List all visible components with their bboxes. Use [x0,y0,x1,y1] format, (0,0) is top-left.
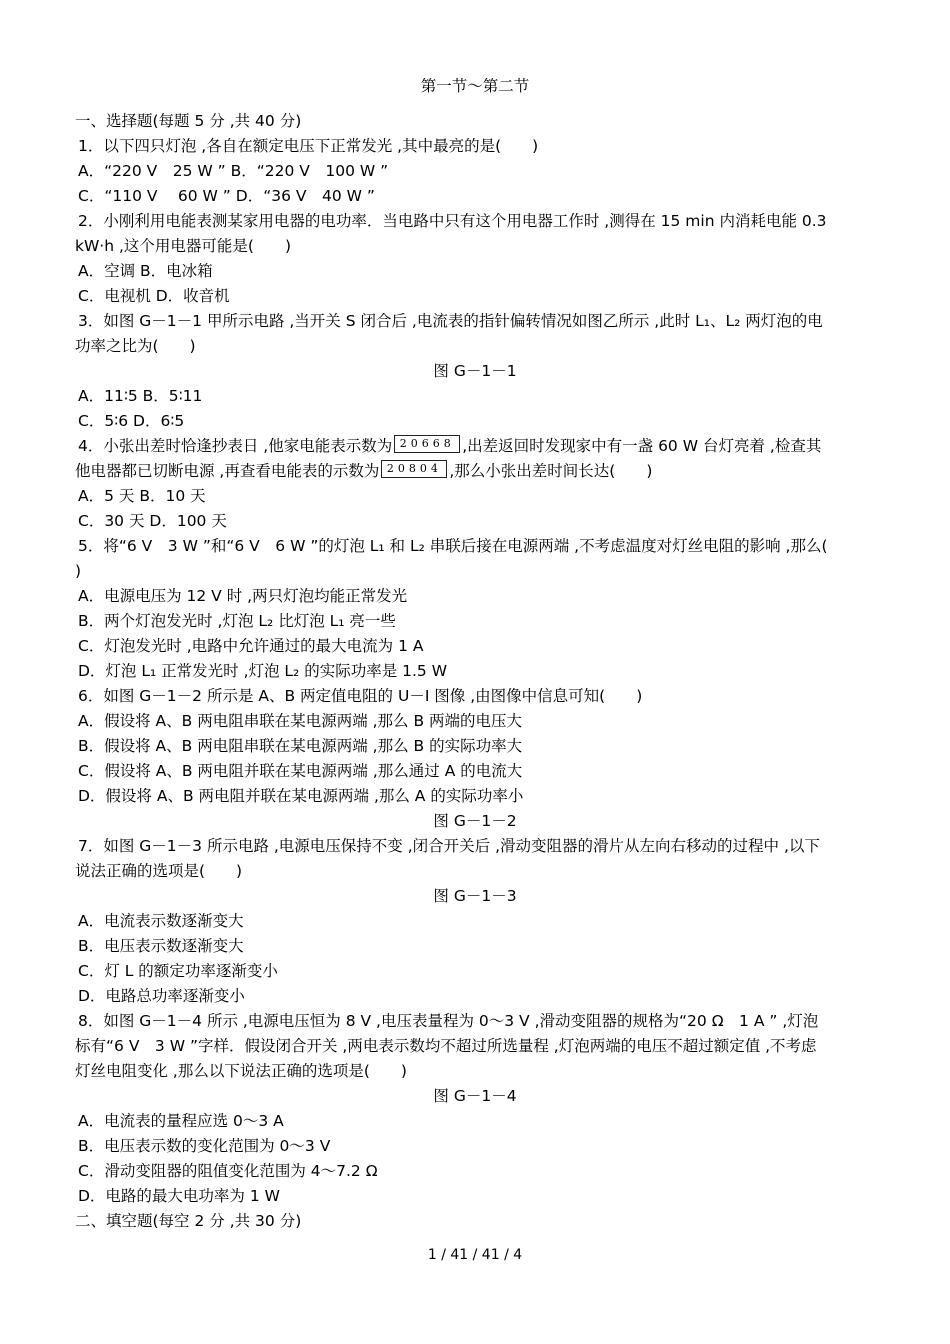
q5-option-b: B．两个灯泡发光时 ,灯泡 L₂ 比灯泡 L₁ 亮一些 [78,612,396,630]
q5-stem-line2: ) [75,562,82,580]
meter-reading-before: 20668 [394,435,460,453]
meter-reading-after: 20804 [381,460,447,478]
q8-stem-line2: 标有“6 V 3 W ”字样．假设闭合开关 ,两电表示数均不超过所选量程 ,灯泡两端的电压不超过额定值 ,不考虑 [75,1037,817,1055]
section-heading-fill: 二、填空题(每空 2 分 ,共 30 分) [75,1212,302,1230]
q6-option-c: C．假设将 A、B 两电阻并联在某电源两端 ,那么通过 A 的电流大 [78,762,523,780]
section-heading-choice: 一、选择题(每题 5 分 ,共 40 分) [75,112,302,130]
q5-option-d: D．灯泡 L₁ 正常发光时 ,灯泡 L₂ 的实际功率是 1.5 W [78,662,448,680]
page-footer: 1 / 41 / 41 / 4 [427,1247,523,1263]
q5-stem-line1: 5．将“6 V 3 W ”和“6 V 6 W ”的灯泡 L₁ 和 L₂ 串联后接在电源两端 ,不考虑温度对灯丝电阻的影响 ,那么( [78,537,828,555]
q3-options-cd: C．5∶6 D．6∶5 [78,412,185,430]
figure-caption-g1-3: 图 G－1－3 [433,887,517,905]
q7-option-b: B．电压表示数逐渐变大 [78,937,244,955]
figure-caption-g1-1: 图 G－1－1 [433,362,517,380]
q4-text-part4: ,那么小张出差时间长达( ) [449,462,653,480]
q4-options-cd: C．30 天 D．100 天 [78,512,227,530]
q7-stem-line2: 说法正确的选项是( ) [75,862,243,880]
q5-option-a: A．电源电压为 12 V 时 ,两只灯泡均能正常发光 [78,587,408,605]
q4-text-part1: 4．小张出差时恰逢抄表日 ,他家电能表示数为 [78,437,393,455]
q2-options-cd: C．电视机 D．收音机 [78,287,230,305]
q5-option-c: C．灯泡发光时 ,电路中允许通过的最大电流为 1 A [78,637,424,655]
q4-stem-line2 [75,459,885,484]
q8-option-a: A．电流表的量程应选 0～3 A [78,1112,284,1130]
q8-option-c: C．滑动变阻器的阻值变化范围为 4～7.2 Ω [78,1162,378,1180]
q7-option-d: D．电路总功率逐渐变小 [78,987,245,1005]
q8-stem-line1: 8．如图 G－1－4 所示 ,电源电压恒为 8 V ,电压表量程为 0～3 V ,滑动变阻器的规格为“20 Ω 1 A ” ,灯泡 [78,1012,819,1030]
q2-stem-line2: kW·h ,这个用电器可能是( ) [75,237,292,255]
q6-option-b: B．假设将 A、B 两电阻串联在某电源两端 ,那么 B 的实际功率大 [78,737,523,755]
q3-stem-line1: 3．如图 G－1－1 甲所示电路 ,当开关 S 闭合后 ,电流表的指针偏转情况如图乙所示 ,此时 L₁、L₂ 两灯泡的电 [78,312,823,330]
q7-option-c: C．灯 L 的额定功率逐渐变小 [78,962,278,980]
q2-stem-line1: 2．小刚利用电能表测某家用电器的电功率．当电路中只有这个用电器工作时 ,测得在 15 min 内消耗电能 0.3 [78,212,827,230]
figure-caption-g1-2: 图 G－1－2 [433,812,517,830]
figure-caption-g1-4: 图 G－1－4 [433,1087,517,1105]
q2-options-ab: A．空调 B．电冰箱 [78,262,213,280]
q4-text-part2: ,出差返回时发现家中有一盏 60 W 台灯亮着 ,检查其 [462,437,822,455]
q1-stem: 1．以下四只灯泡 ,各自在额定电压下正常发光 ,其中最亮的是( ) [78,137,539,155]
q4-stem-line1 [75,434,885,459]
q4-options-ab: A．5 天 B．10 天 [78,487,206,505]
q3-stem-line2: 功率之比为( ) [75,337,196,355]
document-body [75,109,885,1234]
q8-option-b: B．电压表示数的变化范围为 0～3 V [78,1137,331,1155]
q7-stem-line1: 7．如图 G－1－3 所示电路 ,电源电压保持不变 ,闭合开关后 ,滑动变阻器的滑片从左向右移动的过程中 ,以下 [78,837,820,855]
q3-options-ab: A．11∶5 B．5∶11 [78,387,203,405]
page-title: 第一节～第二节 [420,77,530,95]
q6-option-a: A．假设将 A、B 两电阻串联在某电源两端 ,那么 B 两端的电压大 [78,712,523,730]
q8-stem-line3: 灯丝电阻变化 ,那么以下说法正确的选项是( ) [75,1062,407,1080]
q6-stem: 6．如图 G－1－2 所示是 A、B 两定值电阻的 U－I 图像 ,由图像中信息可知( ) [78,687,643,705]
q4-text-part3: 他电器都已切断电源 ,再查看电能表的示数为 [75,462,380,480]
q1-options-cd: C．“110 V 60 W ” D．“36 V 40 W ” [78,187,375,205]
q1-options-ab: A．“220 V 25 W ” B．“220 V 100 W ” [78,162,389,180]
q6-option-d: D．假设将 A、B 两电阻并联在某电源两端 ,那么 A 的实际功率小 [78,787,524,805]
q8-option-d: D．电路的最大电功率为 1 W [78,1187,280,1205]
q7-option-a: A．电流表示数逐渐变大 [78,912,244,930]
